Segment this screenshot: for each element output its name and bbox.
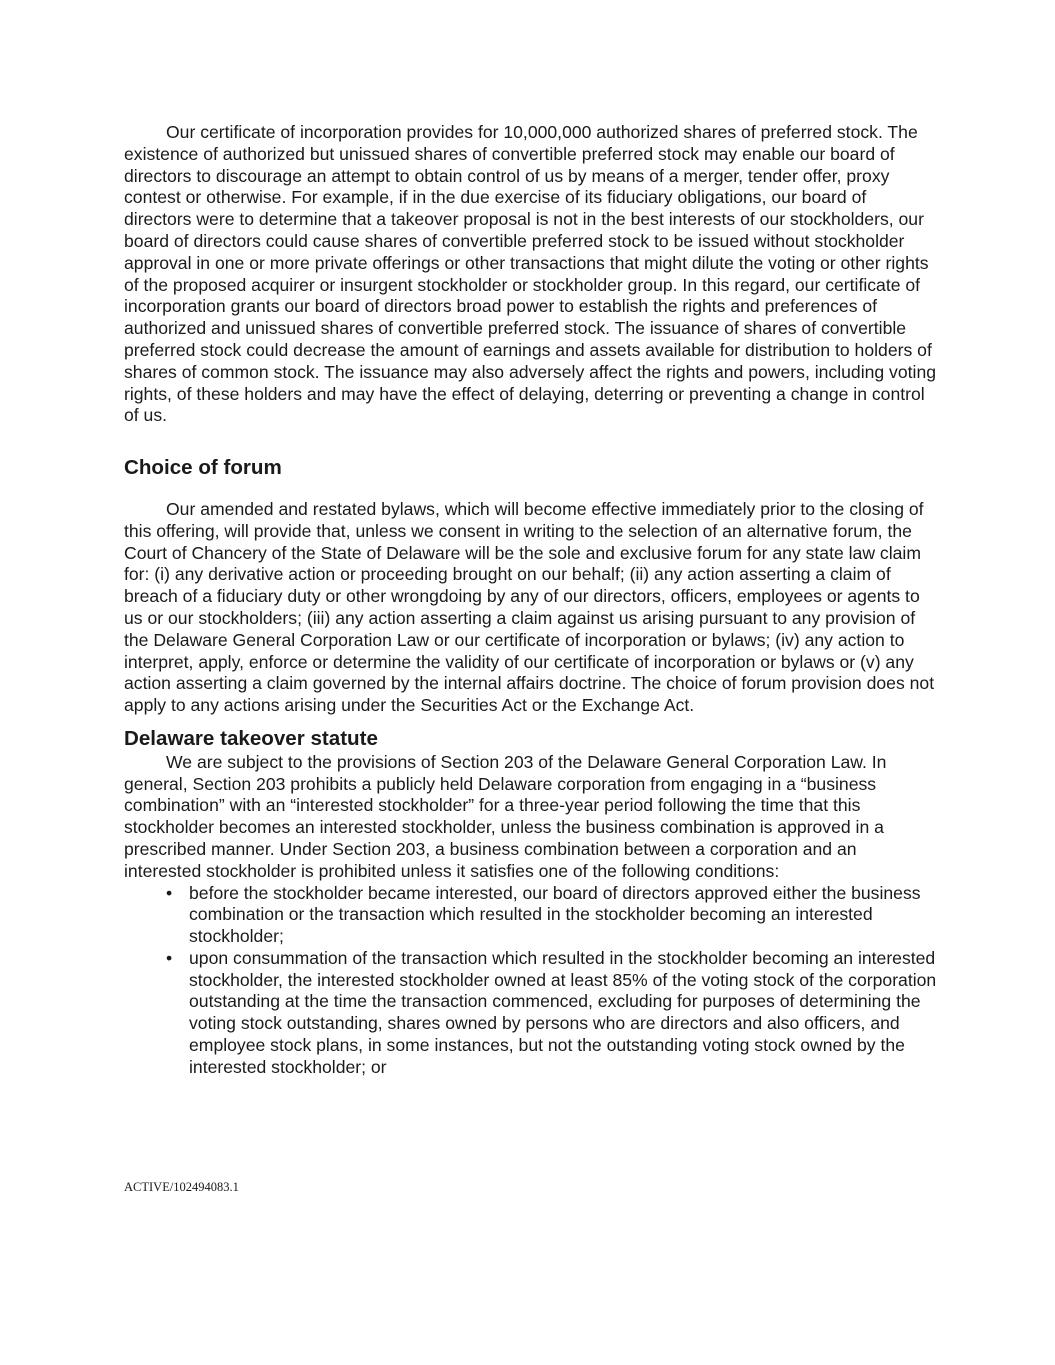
document-footer-id: ACTIVE/102494083.1 [124,1180,239,1194]
conditions-list [124,883,938,1079]
preferred-stock-paragraph: Our certificate of incorporation provides for 10,000,000 authorized shares of preferred stock. The existence of authorized but unissued shares of convertible preferred stock may enable our board of directors to discourage an attempt to obtain control of us by means of a merger, tender offer, proxy contest or otherwise. For example, if in the due exercise of its fiduciary obligations, our board of directors were to determine that a takeover proposal is not in the best interests of our stockholders, our board of directors could cause shares of convertible preferred stock to be issued without stockholder approval in one or more private offerings or other transactions that might dilute the voting or other rights of the proposed acquirer or insurgent stockholder or stockholder group. In this regard, our certificate of incorporation grants our board of directors broad power to establish the rights and preferences of authorized and unissued shares of convertible preferred stock. The issuance of shares of convertible preferred stock could decrease the amount of earnings and assets available for distribution to holders of shares of common stock. The issuance may also adversely affect the rights and powers, including voting rights, of these holders and may have the effect of delaying, deterring or preventing a change in control of us. [124,122,937,426]
list-item-text: upon consummation of the transaction which resulted in the stockholder becoming an interested stockholder, the interested stockholder owned at least 85% of the voting stock of the corporation outstanding at the time the transaction commenced, excluding for purposes of determining the voting stock outstanding, shares owned by persons who are directors and also officers, and employee stock plans, in some instances, but not the outstanding voting stock owned by the interested stockholder; or [189,947,937,1077]
document-page [124,122,938,1079]
bullet-icon: • [166,947,173,968]
delaware-takeover-heading: Delaware takeover statute [124,726,378,750]
choice-of-forum-paragraph: Our amended and restated bylaws, which will become effective immediately prior to the closing of this offering, will provide that, unless we consent in writing to the selection of an alternative forum, the Court of Chancery of the State of Delaware will be the sole and exclusive forum for any state law claim for: (i) any derivative action or proceeding brought on our behalf; (ii) any action asserting a claim of breach of a fiduciary duty or other wrongdoing by any of our directors, officers, employees or agents to us or our stockholders; (iii) any action asserting a claim against us arising pursuant to any provision of the Delaware General Corporation Law or our certificate of incorporation or bylaws; (iv) any action to interpret, apply, enforce or determine the validity of our certificate of incorporation or bylaws or (v) any action asserting a claim governed by the internal affairs doctrine. The choice of forum provision does not apply to any actions arising under the Securities Act or the Exchange Act. [124,498,935,716]
bullet-icon: • [166,882,173,903]
list-item-text: before the stockholder became interested, our board of directors approved either the business combination or the transaction which resulted in the stockholder becoming an interested stockholder; [189,882,921,947]
delaware-takeover-paragraph: We are subject to the provisions of Section 203 of the Delaware General Corporation Law. In general, Section 203 prohibits a publicly held Delaware corporation from engaging in a “business combination” with an “interested stockholder” for a three-year period following the time that this stockholder becomes an interested stockholder, unless the business combination is approved in a prescribed manner. Under Section 203, a business combination between a corporation and an interested stockholder is prohibited unless it satisfies one of the following conditions: [124,751,887,881]
choice-of-forum-heading: Choice of forum [124,456,282,480]
list-item [124,883,938,948]
list-item [124,948,938,1079]
